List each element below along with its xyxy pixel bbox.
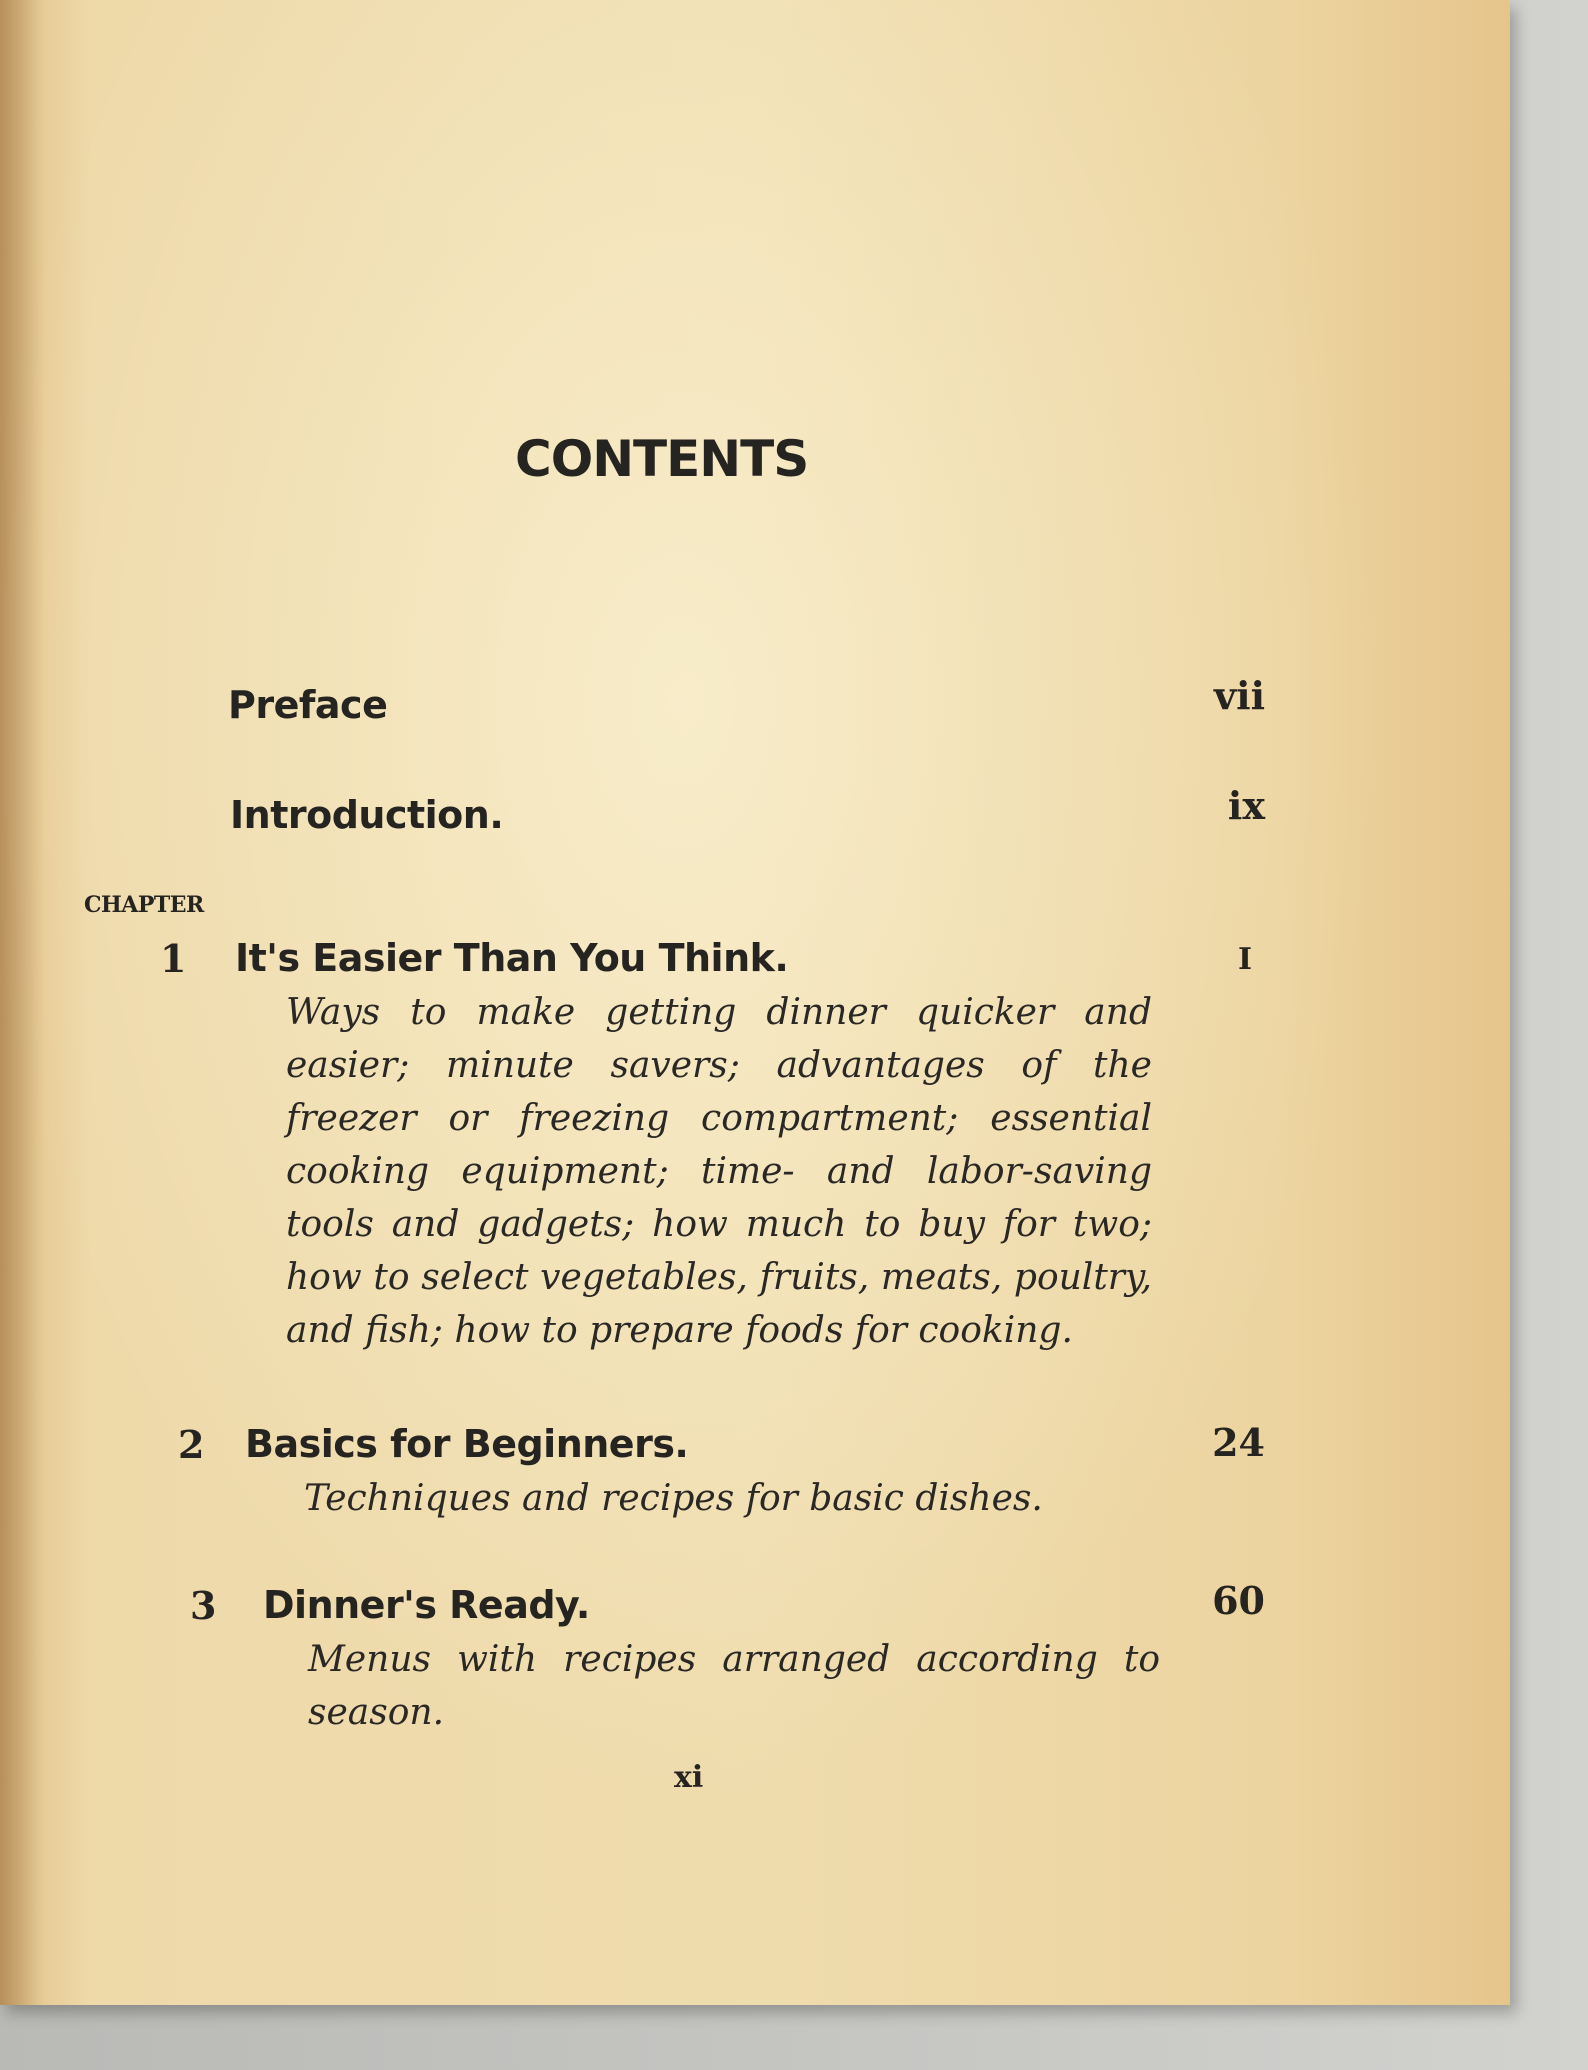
- chapter-1-description: Ways to make getting dinner quicker and easier; minute savers; advantages of the freezer or freezing compartment; essential cooking equipment; time- and labor-saving tools and gadgets; how much to buy for two; how to select vegetables, fruits, meats, poultry, and fish; how to prepare foods for cooking.: [286, 992, 1152, 1351]
- chapter-3-number: 3: [190, 1583, 217, 1628]
- chapter-3-page: 60: [1212, 1578, 1265, 1623]
- chapter-2-number: 2: [178, 1422, 205, 1467]
- chapter-2-description: Techniques and recipes for basic dishes.: [304, 1478, 1043, 1519]
- toc-entry-preface-page: vii: [1214, 673, 1265, 718]
- toc-entry-preface-title: Preface: [228, 683, 388, 727]
- page-number: xi: [674, 1760, 704, 1795]
- chapter-3-title: Dinner's Ready.: [263, 1583, 590, 1627]
- chapter-2-title: Basics for Beginners.: [245, 1422, 689, 1466]
- chapter-2-page: 24: [1212, 1420, 1265, 1465]
- chapter-3-description: Menus with recipes arranged according to season.: [308, 1639, 1160, 1733]
- toc-entry-introduction-title: Introduction.: [230, 793, 504, 837]
- toc-entry-introduction-page: ix: [1227, 783, 1265, 828]
- page-title: CONTENTS: [515, 430, 809, 488]
- chapter-1-page: I: [1238, 942, 1253, 977]
- chapter-1-title: It's Easier Than You Think.: [235, 936, 789, 980]
- chapter-1-number: 1: [160, 936, 187, 981]
- chapter-column-heading: CHAPTER: [84, 892, 204, 918]
